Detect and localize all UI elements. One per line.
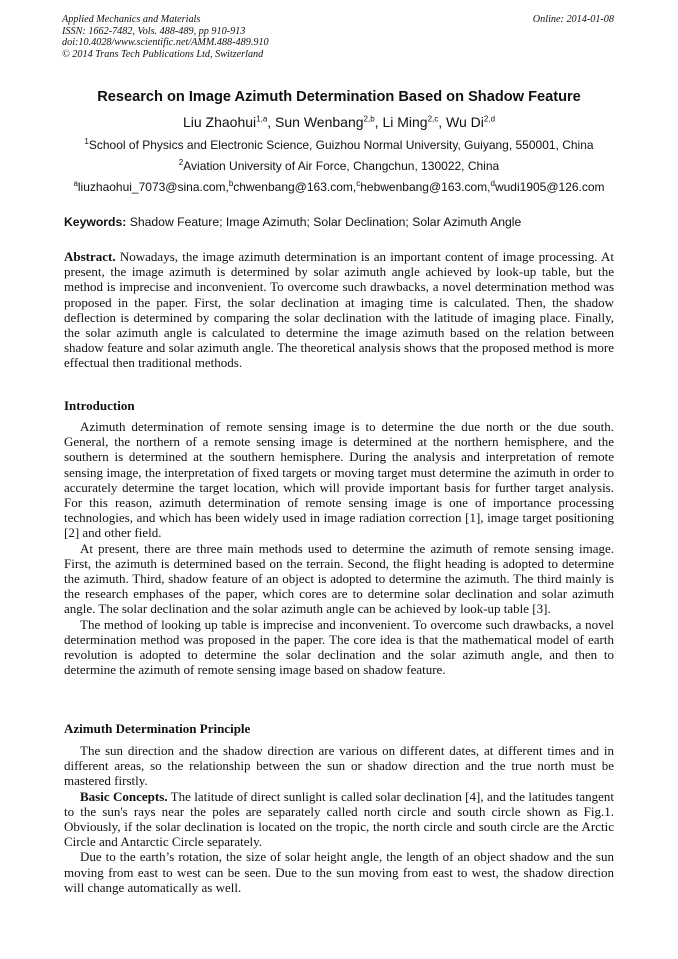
- author-sup: 2,b: [363, 114, 375, 124]
- author-list: Liu Zhaohui$^{1,a}$, Sun Wenbang$^{2,b}$, Li Ming$^{2,c}$, Wu Di$^{2,d}$: [182, 114, 496, 130]
- principle-body: [64, 743, 614, 895]
- keywords-text: Shadow Feature; Image Azimuth; Solar Declination; Solar Azimuth Angle: [129, 215, 522, 229]
- keywords: [64, 215, 521, 229]
- email-list: [0, 180, 678, 194]
- author-sup: 2,d: [483, 114, 496, 124]
- section-heading-principle: Azimuth Determination Principle: [64, 721, 251, 736]
- author-sup: 2,c: [427, 114, 439, 124]
- section-heading-introduction: Introduction: [64, 398, 135, 413]
- doi: doi:10.4028/www.scientific.net/AMM.488-489.910: [62, 37, 269, 49]
- affiliation-sup: 2: [178, 158, 184, 167]
- affiliation-sup: 1: [84, 137, 89, 146]
- affiliation-2: [0, 159, 678, 173]
- abstract-text: Nowadays, the image azimuth determination is an important content of image processing. At present, the image azimuth is determined by solar azimuth angle achieved by look-up table, but the method is imprecise and inconvenient. To overcome such drawbacks, a novel determination method was proposed in the paper. First, the solar declination at imaging time is calculated. Then, the shadow deflection is determined by comparing the solar declination with the latitude of imaging place. Finally, the solar azimuth angle is calculated to determine the image azimuth based on the relation between shadow feature and solar azimuth angle. The theoretical analysis shows that the proposed method is more effectual then traditional methods.: [64, 249, 614, 371]
- issn: ISSN: 1662-7482, Vols. 488-489, pp 910-913: [62, 25, 246, 37]
- journal-name: Applied Mechanics and Materials: [62, 14, 201, 25]
- paragraph: The method of looking up table is imprecise and inconvenient. To overcome such drawbacks, a novel determination method was proposed in the paper. The core idea is that the mathematical model of earth revolution is adopted to determine the solar declination and the solar azimuth angle, and then to determine the azimuth of remote sensing image based on shadow feature.: [64, 616, 614, 678]
- paragraph: [64, 789, 614, 850]
- affiliation-text: Aviation University of Air Force, Changchun, 130022, China: [183, 159, 500, 173]
- email-link[interactable]: wudi1905@126.com: [494, 180, 605, 194]
- author-name: Wu Di: [446, 114, 484, 130]
- basic-concepts-label: Basic Concepts.: [80, 788, 168, 804]
- keywords-label: Keywords:: [64, 215, 127, 229]
- email-sup: a: [73, 179, 78, 188]
- affiliation-1: [0, 138, 678, 152]
- email-link[interactable]: liuzhaohui_7073@sina.com,: [77, 180, 229, 194]
- copyright: © 2014 Trans Tech Publications Ltd, Switzerland: [62, 48, 264, 60]
- journal-header: [62, 14, 269, 60]
- email-link[interactable]: hebwenbang@163.com,: [360, 180, 491, 194]
- paragraph: The sun direction and the shadow direction are various on different dates, at different times and in different areas, so the relationship between the sun or shadow direction and the true north must be mastered firstly.: [64, 743, 614, 789]
- email-link[interactable]: chwenbang@163.com,: [233, 180, 357, 194]
- email-sup: d: [490, 179, 495, 188]
- paragraph: At present, there are three main methods used to determine the azimuth of remote sensing image. First, the azimuth is determined based on the terrain. Second, the flight heading is adopted to determine the azimuth. Third, shadow feature of an object is adopted to determine the azimuth. The third mainly is the research emphases of the paper, which cores are to determine solar declination and solar azimuth angle. The solar declination and the solar azimuth angle can be achieved by look-up table [3].: [64, 540, 614, 617]
- author-name: Sun Wenbang: [275, 114, 364, 130]
- author-name: Liu Zhaohui: [182, 114, 257, 130]
- paragraph: Due to the earth’s rotation, the size of solar height angle, the length of an object shadow and the sun moving from east to west can be seen. Due to the sun moving from east to west, the shadow direction will change automatically as well.: [64, 849, 614, 895]
- author-sup: 1,a: [256, 114, 268, 124]
- affiliation-text: School of Physics and Electronic Science, Guizhou Normal University, Guiyang, 550001, China: [88, 138, 594, 152]
- online-date: Online: 2014-01-08: [532, 14, 614, 25]
- abstract-label: Abstract.: [64, 249, 116, 264]
- paragraph: Azimuth determination of remote sensing image is to determine the due north or the due south. General, the northern of a remote sensing image is determined at the northern hemisphere, and the southern is determined at the southern hemisphere. During the analysis and interpretation of remote sensing image, the interpretation of fixed targets or moving target must determine the azimuth in order to accurately determine the target location, which will provide important basis for further target analysis. For this reason, azimuth determination of remote sensing image is one of importance processing technologies, and which has been widely used in image radiation correction [1], image target positioning [2] and other field.: [64, 419, 614, 541]
- abstract: [64, 249, 614, 371]
- introduction-body: [64, 419, 614, 677]
- author-name: Li Ming: [382, 114, 428, 130]
- email-sup: b: [228, 179, 234, 188]
- paragraph-text: The latitude of direct sunlight is called solar declination [4], and the latitudes tangent to the sun's rays near the poles are separately called north circle and south circle shown as Fig.1. Obviously, if the solar declination is located on the tropic, the north circle and south circle are the Arctic Circle and Antarctic Circle separately.: [64, 788, 615, 850]
- paper-title: Research on Image Azimuth Determination Based on Shadow Feature: [97, 89, 581, 105]
- email-sup: c: [356, 179, 361, 188]
